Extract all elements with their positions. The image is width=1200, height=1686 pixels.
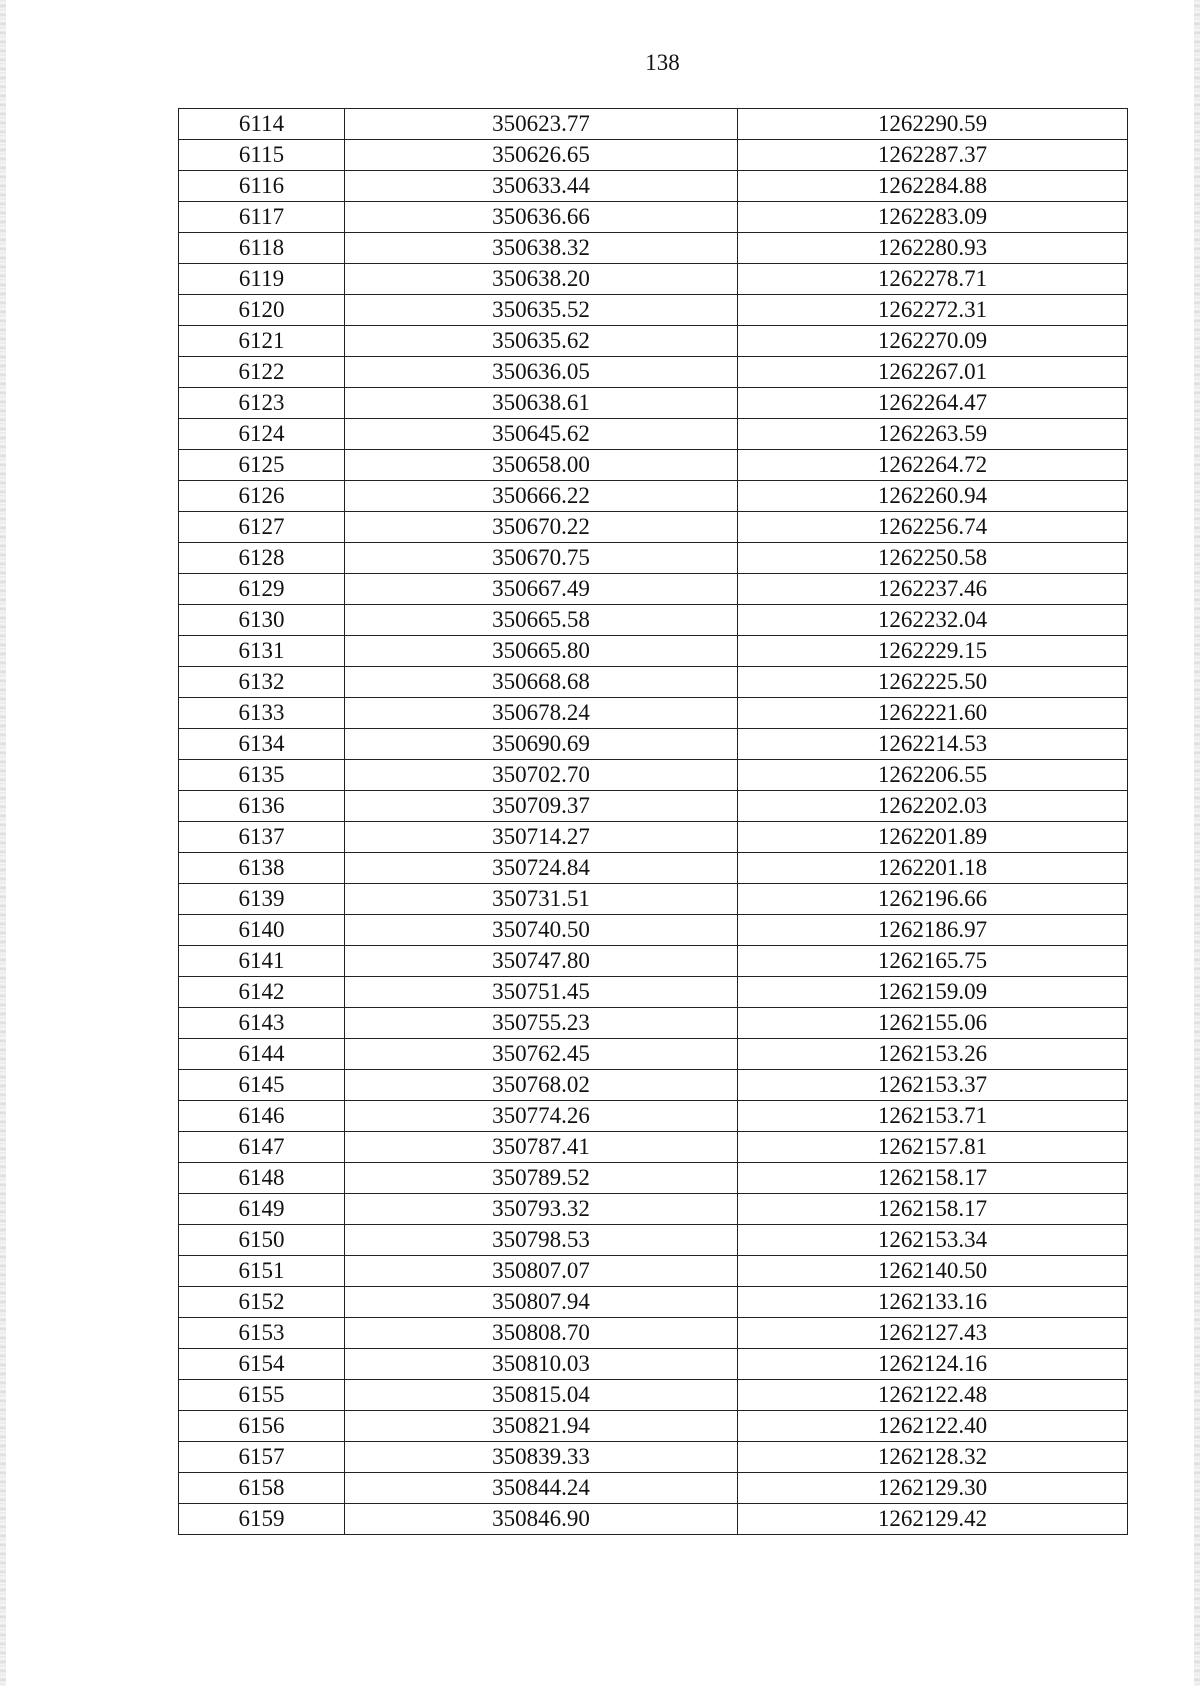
y-coordinate-cell: 1262221.60	[738, 698, 1128, 729]
y-coordinate-cell: 1262237.46	[738, 574, 1128, 605]
y-coordinate-cell: 1262202.03	[738, 791, 1128, 822]
y-coordinate-cell: 1262201.89	[738, 822, 1128, 853]
x-coordinate-cell: 350635.52	[345, 295, 738, 326]
point-number-cell: 6154	[179, 1349, 345, 1380]
y-coordinate-cell: 1262260.94	[738, 481, 1128, 512]
table-row	[179, 884, 1128, 915]
coordinate-table	[178, 108, 1128, 1535]
y-coordinate-cell: 1262129.42	[738, 1504, 1128, 1535]
point-number-cell: 6140	[179, 915, 345, 946]
x-coordinate-cell: 350645.62	[345, 419, 738, 450]
point-number-cell: 6145	[179, 1070, 345, 1101]
point-number-cell: 6121	[179, 326, 345, 357]
scan-edge-left	[0, 0, 6, 1686]
y-coordinate-cell: 1262270.09	[738, 326, 1128, 357]
x-coordinate-cell: 350626.65	[345, 140, 738, 171]
point-number-cell: 6148	[179, 1163, 345, 1194]
point-number-cell: 6149	[179, 1194, 345, 1225]
y-coordinate-cell: 1262264.47	[738, 388, 1128, 419]
point-number-cell: 6124	[179, 419, 345, 450]
y-coordinate-cell: 1262229.15	[738, 636, 1128, 667]
table-row	[179, 481, 1128, 512]
y-coordinate-cell: 1262159.09	[738, 977, 1128, 1008]
x-coordinate-cell: 350635.62	[345, 326, 738, 357]
y-coordinate-cell: 1262232.04	[738, 605, 1128, 636]
y-coordinate-cell: 1262158.17	[738, 1194, 1128, 1225]
x-coordinate-cell: 350665.58	[345, 605, 738, 636]
scan-edge-right	[1194, 0, 1200, 1686]
page-number: 138	[645, 50, 680, 75]
table-row	[179, 1318, 1128, 1349]
x-coordinate-cell: 350839.33	[345, 1442, 738, 1473]
table-row	[179, 1194, 1128, 1225]
table-row	[179, 264, 1128, 295]
x-coordinate-cell: 350798.53	[345, 1225, 738, 1256]
table-row	[179, 698, 1128, 729]
point-number-cell: 6131	[179, 636, 345, 667]
x-coordinate-cell: 350815.04	[345, 1380, 738, 1411]
point-number-cell: 6141	[179, 946, 345, 977]
table-row	[179, 946, 1128, 977]
x-coordinate-cell: 350638.32	[345, 233, 738, 264]
point-number-cell: 6152	[179, 1287, 345, 1318]
y-coordinate-cell: 1262122.40	[738, 1411, 1128, 1442]
y-coordinate-cell: 1262264.72	[738, 450, 1128, 481]
table-row	[179, 543, 1128, 574]
point-number-cell: 6142	[179, 977, 345, 1008]
point-number-cell: 6153	[179, 1318, 345, 1349]
point-number-cell: 6115	[179, 140, 345, 171]
y-coordinate-cell: 1262124.16	[738, 1349, 1128, 1380]
x-coordinate-cell: 350807.94	[345, 1287, 738, 1318]
point-number-cell: 6139	[179, 884, 345, 915]
x-coordinate-cell: 350709.37	[345, 791, 738, 822]
y-coordinate-cell: 1262153.37	[738, 1070, 1128, 1101]
point-number-cell: 6127	[179, 512, 345, 543]
table-row	[179, 171, 1128, 202]
x-coordinate-cell: 350774.26	[345, 1101, 738, 1132]
table-row	[179, 977, 1128, 1008]
y-coordinate-cell: 1262133.16	[738, 1287, 1128, 1318]
x-coordinate-cell: 350670.75	[345, 543, 738, 574]
table-row	[179, 140, 1128, 171]
point-number-cell: 6144	[179, 1039, 345, 1070]
table-row	[179, 574, 1128, 605]
y-coordinate-cell: 1262129.30	[738, 1473, 1128, 1504]
x-coordinate-cell: 350665.80	[345, 636, 738, 667]
x-coordinate-cell: 350678.24	[345, 698, 738, 729]
y-coordinate-cell: 1262206.55	[738, 760, 1128, 791]
table-row	[179, 450, 1128, 481]
point-number-cell: 6159	[179, 1504, 345, 1535]
y-coordinate-cell: 1262283.09	[738, 202, 1128, 233]
x-coordinate-cell: 350768.02	[345, 1070, 738, 1101]
x-coordinate-cell: 350755.23	[345, 1008, 738, 1039]
point-number-cell: 6125	[179, 450, 345, 481]
point-number-cell: 6114	[179, 109, 345, 140]
y-coordinate-cell: 1262272.31	[738, 295, 1128, 326]
y-coordinate-cell: 1262287.37	[738, 140, 1128, 171]
table-row	[179, 233, 1128, 264]
table-row	[179, 791, 1128, 822]
coordinate-table-body	[179, 109, 1128, 1535]
table-row	[179, 822, 1128, 853]
table-row	[179, 202, 1128, 233]
y-coordinate-cell: 1262153.34	[738, 1225, 1128, 1256]
x-coordinate-cell: 350731.51	[345, 884, 738, 915]
point-number-cell: 6143	[179, 1008, 345, 1039]
table-row	[179, 915, 1128, 946]
point-number-cell: 6150	[179, 1225, 345, 1256]
x-coordinate-cell: 350666.22	[345, 481, 738, 512]
x-coordinate-cell: 350638.20	[345, 264, 738, 295]
point-number-cell: 6132	[179, 667, 345, 698]
table-row	[179, 1008, 1128, 1039]
table-row	[179, 1442, 1128, 1473]
table-row	[179, 1101, 1128, 1132]
point-number-cell: 6155	[179, 1380, 345, 1411]
x-coordinate-cell: 350702.70	[345, 760, 738, 791]
x-coordinate-cell: 350846.90	[345, 1504, 738, 1535]
x-coordinate-cell: 350670.22	[345, 512, 738, 543]
table-row	[179, 1380, 1128, 1411]
table-row	[179, 388, 1128, 419]
x-coordinate-cell: 350821.94	[345, 1411, 738, 1442]
point-number-cell: 6129	[179, 574, 345, 605]
y-coordinate-cell: 1262263.59	[738, 419, 1128, 450]
table-row	[179, 853, 1128, 884]
table-row	[179, 419, 1128, 450]
table-row	[179, 1256, 1128, 1287]
table-row	[179, 1504, 1128, 1535]
point-number-cell: 6156	[179, 1411, 345, 1442]
point-number-cell: 6122	[179, 357, 345, 388]
y-coordinate-cell: 1262214.53	[738, 729, 1128, 760]
y-coordinate-cell: 1262153.26	[738, 1039, 1128, 1070]
point-number-cell: 6158	[179, 1473, 345, 1504]
x-coordinate-cell: 350789.52	[345, 1163, 738, 1194]
point-number-cell: 6118	[179, 233, 345, 264]
y-coordinate-cell: 1262280.93	[738, 233, 1128, 264]
table-row	[179, 1039, 1128, 1070]
y-coordinate-cell: 1262196.66	[738, 884, 1128, 915]
y-coordinate-cell: 1262290.59	[738, 109, 1128, 140]
point-number-cell: 6138	[179, 853, 345, 884]
point-number-cell: 6136	[179, 791, 345, 822]
x-coordinate-cell: 350751.45	[345, 977, 738, 1008]
y-coordinate-cell: 1262284.88	[738, 171, 1128, 202]
y-coordinate-cell: 1262122.48	[738, 1380, 1128, 1411]
x-coordinate-cell: 350636.05	[345, 357, 738, 388]
point-number-cell: 6130	[179, 605, 345, 636]
point-number-cell: 6147	[179, 1132, 345, 1163]
y-coordinate-cell: 1262267.01	[738, 357, 1128, 388]
x-coordinate-cell: 350714.27	[345, 822, 738, 853]
table-row	[179, 636, 1128, 667]
y-coordinate-cell: 1262165.75	[738, 946, 1128, 977]
table-row	[179, 1163, 1128, 1194]
x-coordinate-cell: 350658.00	[345, 450, 738, 481]
table-row	[179, 1132, 1128, 1163]
point-number-cell: 6137	[179, 822, 345, 853]
y-coordinate-cell: 1262140.50	[738, 1256, 1128, 1287]
x-coordinate-cell: 350787.41	[345, 1132, 738, 1163]
y-coordinate-cell: 1262153.71	[738, 1101, 1128, 1132]
y-coordinate-cell: 1262158.17	[738, 1163, 1128, 1194]
point-number-cell: 6119	[179, 264, 345, 295]
y-coordinate-cell: 1262157.81	[738, 1132, 1128, 1163]
point-number-cell: 6157	[179, 1442, 345, 1473]
x-coordinate-cell: 350633.44	[345, 171, 738, 202]
x-coordinate-cell: 350667.49	[345, 574, 738, 605]
x-coordinate-cell: 350793.32	[345, 1194, 738, 1225]
table-row	[179, 1349, 1128, 1380]
y-coordinate-cell: 1262225.50	[738, 667, 1128, 698]
x-coordinate-cell: 350810.03	[345, 1349, 738, 1380]
y-coordinate-cell: 1262256.74	[738, 512, 1128, 543]
x-coordinate-cell: 350623.77	[345, 109, 738, 140]
point-number-cell: 6117	[179, 202, 345, 233]
x-coordinate-cell: 350638.61	[345, 388, 738, 419]
point-number-cell: 6134	[179, 729, 345, 760]
table-row	[179, 605, 1128, 636]
y-coordinate-cell: 1262128.32	[738, 1442, 1128, 1473]
table-row	[179, 667, 1128, 698]
x-coordinate-cell: 350844.24	[345, 1473, 738, 1504]
x-coordinate-cell: 350668.68	[345, 667, 738, 698]
table-row	[179, 1473, 1128, 1504]
table-row	[179, 512, 1128, 543]
table-row	[179, 1070, 1128, 1101]
point-number-cell: 6135	[179, 760, 345, 791]
table-row	[179, 729, 1128, 760]
table-row	[179, 1411, 1128, 1442]
table-row	[179, 295, 1128, 326]
y-coordinate-cell: 1262186.97	[738, 915, 1128, 946]
point-number-cell: 6116	[179, 171, 345, 202]
x-coordinate-cell: 350740.50	[345, 915, 738, 946]
table-row	[179, 326, 1128, 357]
point-number-cell: 6133	[179, 698, 345, 729]
x-coordinate-cell: 350808.70	[345, 1318, 738, 1349]
y-coordinate-cell: 1262127.43	[738, 1318, 1128, 1349]
x-coordinate-cell: 350807.07	[345, 1256, 738, 1287]
table-row	[179, 760, 1128, 791]
point-number-cell: 6123	[179, 388, 345, 419]
table-row	[179, 1225, 1128, 1256]
point-number-cell: 6126	[179, 481, 345, 512]
y-coordinate-cell: 1262250.58	[738, 543, 1128, 574]
table-row	[179, 357, 1128, 388]
x-coordinate-cell: 350747.80	[345, 946, 738, 977]
x-coordinate-cell: 350690.69	[345, 729, 738, 760]
point-number-cell: 6128	[179, 543, 345, 574]
point-number-cell: 6120	[179, 295, 345, 326]
x-coordinate-cell: 350724.84	[345, 853, 738, 884]
point-number-cell: 6146	[179, 1101, 345, 1132]
y-coordinate-cell: 1262278.71	[738, 264, 1128, 295]
point-number-cell: 6151	[179, 1256, 345, 1287]
x-coordinate-cell: 350762.45	[345, 1039, 738, 1070]
table-row	[179, 109, 1128, 140]
table-row	[179, 1287, 1128, 1318]
x-coordinate-cell: 350636.66	[345, 202, 738, 233]
y-coordinate-cell: 1262201.18	[738, 853, 1128, 884]
y-coordinate-cell: 1262155.06	[738, 1008, 1128, 1039]
